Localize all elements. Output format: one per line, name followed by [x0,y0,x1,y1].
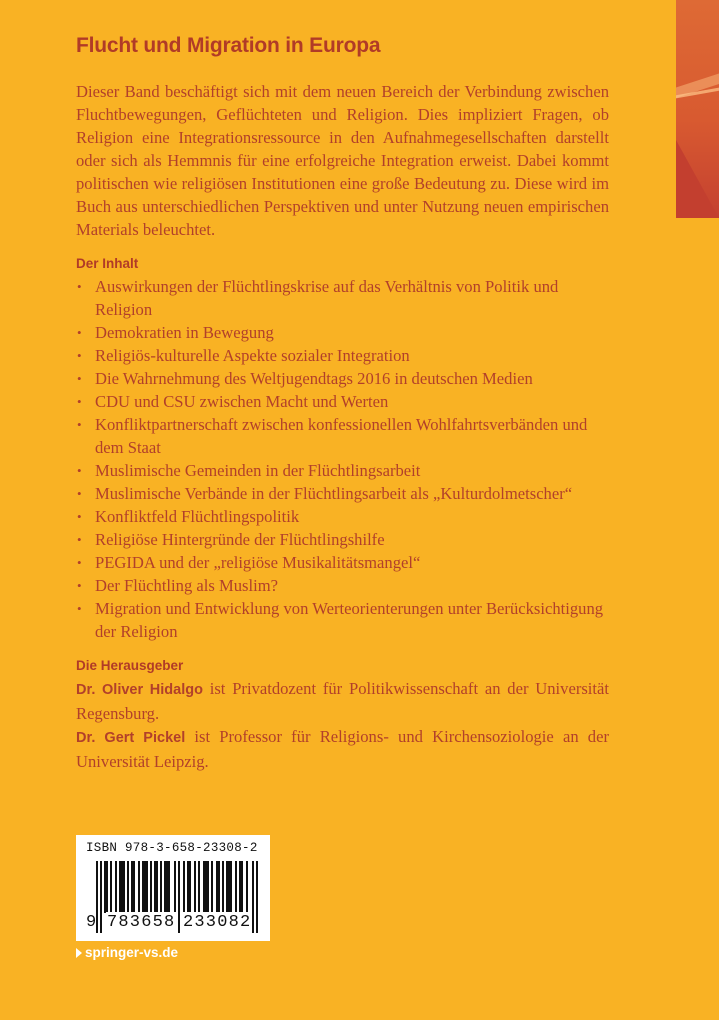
bullet-icon: • [77,555,82,570]
editor-description: ist Professor für Religions- und Kirchensoziologie an der Universität Leipzig. [76,727,609,771]
list-item: • Demokratien in Bewegung [77,323,274,342]
barcode-digit-prefix: 9 [86,913,97,932]
editor-name: Dr. Oliver Hidalgo [76,682,203,698]
publisher-website-link[interactable] [76,945,178,960]
list-item: • Muslimische Verbände in der Flüchtlingsarbeit als „Kulturdolmetscher“ [77,484,573,503]
bullet-icon: • [77,463,82,478]
list-item: • Konfliktpartnerschaft zwischen konfessionellen Wohlfahrtsverbänden und dem Staat [77,415,588,457]
decorative-corner-strip [676,0,719,218]
bullet-icon: • [77,578,82,593]
contents-heading: Der Inhalt [76,256,139,271]
bullet-icon: • [77,417,82,432]
bullet-icon: • [77,348,82,363]
bullet-icon: • [77,486,82,501]
list-item: • Religiöse Hintergründe der Flüchtlingshilfe [77,530,385,549]
editor-description: ist Privatdozent für Politikwissenschaft an der Universität Regensburg. [76,679,609,723]
bullet-icon: • [77,509,82,524]
back-cover-content [76,34,609,773]
editors-heading: Die Herausgeber [76,658,184,673]
list-item: • Auswirkungen der Flüchtlingskrise auf das Verhältnis von Politik und Religion [77,277,559,319]
bullet-icon: • [77,532,82,547]
isbn-label: ISBN 978-3-658-23308-2 [86,841,258,855]
bullet-icon: • [77,371,82,386]
list-item: • Konfliktfeld Flüchtlingspolitik [77,507,300,526]
intro-paragraph: Dieser Band beschäftigt sich mit dem neuen Bereich der Verbindung zwischen Fluchtbewegungen, Geflüchteten und Religion. Dies impliziert Fragen, ob Religion eine Integrationsressource in den Aufnahmegesellschaften darstellt oder sich als Hemmnis für eine erfolgreiche Integration erweist. Dabei kommt politischen wie religiösen Institutionen eine große Bedeutung zu. Diese wird im Buch aus unterschiedlichen Perspektiven und unter Nutzung neuen empirischen Materials beleuchtet. [76,82,609,239]
bullet-icon: • [77,325,82,340]
editor-bio [76,677,609,725]
publisher-website-text: springer-vs.de [85,945,179,960]
bullet-icon: • [77,601,82,616]
editor-bio [76,725,609,773]
decorative-shade [676,140,719,218]
list-item: • Migration und Entwicklung von Werteorienterungen unter Berücksichtigung der Religion [77,599,604,641]
list-item: • Religiös-kulturelle Aspekte sozialer Integration [77,346,410,365]
barcode-digits-left: 783658 [107,913,176,932]
list-item: • Die Wahrnehmung des Weltjugendtags 2016 in deutschen Medien [77,369,533,388]
list-item: • Muslimische Gemeinden in der Flüchtlingsarbeit [77,461,421,480]
book-title: Flucht und Migration in Europa [76,34,381,57]
editor-name: Dr. Gert Pickel [76,730,186,746]
bullet-icon: • [77,279,82,294]
list-item: • PEGIDA und der „religiöse Musikalitätsmangel“ [77,553,421,572]
isbn-barcode [76,835,270,941]
play-arrow-icon [76,948,82,958]
list-item: • CDU und CSU zwischen Macht und Werten [77,392,389,411]
contents-list [76,275,609,643]
list-item: • Der Flüchtling als Muslim? [77,576,278,595]
barcode-digits-right: 233082 [183,913,252,932]
bullet-icon: • [77,394,82,409]
